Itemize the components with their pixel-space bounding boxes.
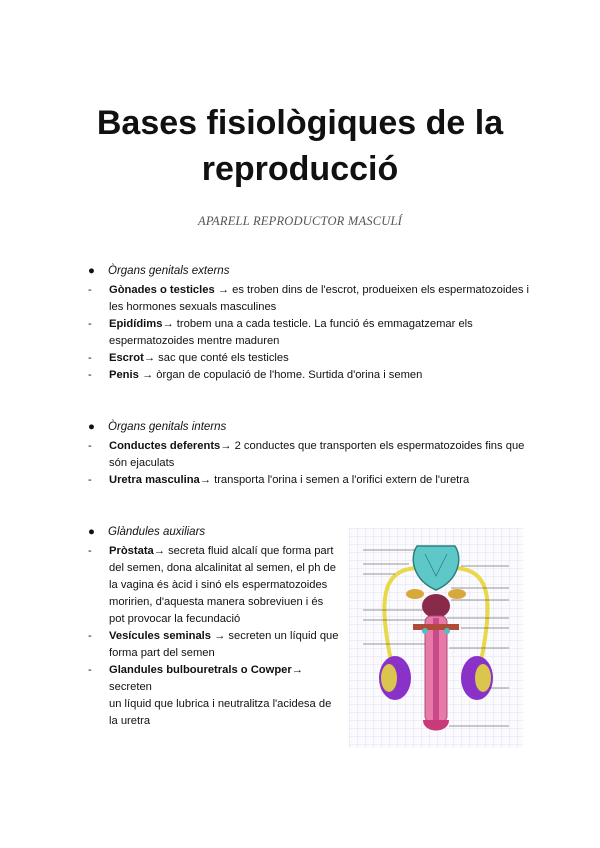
page-title: [0, 100, 600, 192]
list-item: - Penis → òrgan de copulació de l'home. Surtida d'orina i semen: [88, 369, 423, 381]
title-line-1: Bases fisiològiques de la: [96, 104, 504, 142]
title-line-2: reproducció: [201, 150, 399, 188]
section-heading-interns: ● Òrgans genitals interns: [88, 421, 227, 433]
bullet-icon: ●: [88, 421, 95, 433]
section-heading-externs: ● Òrgans genitals externs: [88, 265, 230, 277]
list-item: - Gònades o testicles → es troben dins de l'escrot, produeixen els espermatozoides i les hormones sexuals masculines: [88, 284, 530, 313]
cowper-gland-left: [422, 628, 428, 634]
seminal-vesicle-left: [406, 589, 424, 599]
urethra: [433, 618, 439, 722]
bullet-icon: ●: [88, 526, 95, 538]
seminal-vesicle-right: [448, 589, 466, 599]
list-item: - Epidídims→ trobem una a cada testicle. La funció és emmagatzemar els espermatozoides mentre maduren: [88, 318, 473, 347]
epididymis-right: [475, 664, 491, 692]
list-item: - Pròstata→ secreta fluid alcalí que forma part del semen, dona alcalinitat al semen, el ph de la vagina és àcid i sinó els espermatozoides moririen, d'aquesta manera sobreviuen i és pot provocar la fecundació: [88, 545, 337, 625]
list-item: - Escrot→ sac que conté els testicles: [88, 352, 289, 364]
epididymis-left: [381, 664, 397, 692]
bulbourethral-band: [413, 624, 459, 630]
male-reproductive-diagram: [349, 528, 523, 748]
list-item: - Conductes deferents→ 2 conductes que transporten els espermatozoides fins que són ejaculats: [88, 440, 525, 469]
prostate: [422, 594, 450, 618]
bullet-icon: ●: [88, 265, 95, 277]
section-heading-glandules: ● Glàndules auxiliars: [88, 526, 206, 538]
subtitle: APARELL REPRODUCTOR MASCULÍ: [197, 214, 403, 228]
list-item: - Glandules bulbouretrals o Cowper→ secreten un líquid que lubrica i neutralitza l'acidesa de la uretra: [88, 664, 332, 727]
list-item: - Uretra masculina→ transporta l'orina i semen a l'orifici extern de l'uretra: [88, 474, 470, 486]
list-item: - Vesícules seminals → secreten un líquid que forma part del semen: [88, 630, 339, 659]
cowper-gland-right: [444, 628, 450, 634]
